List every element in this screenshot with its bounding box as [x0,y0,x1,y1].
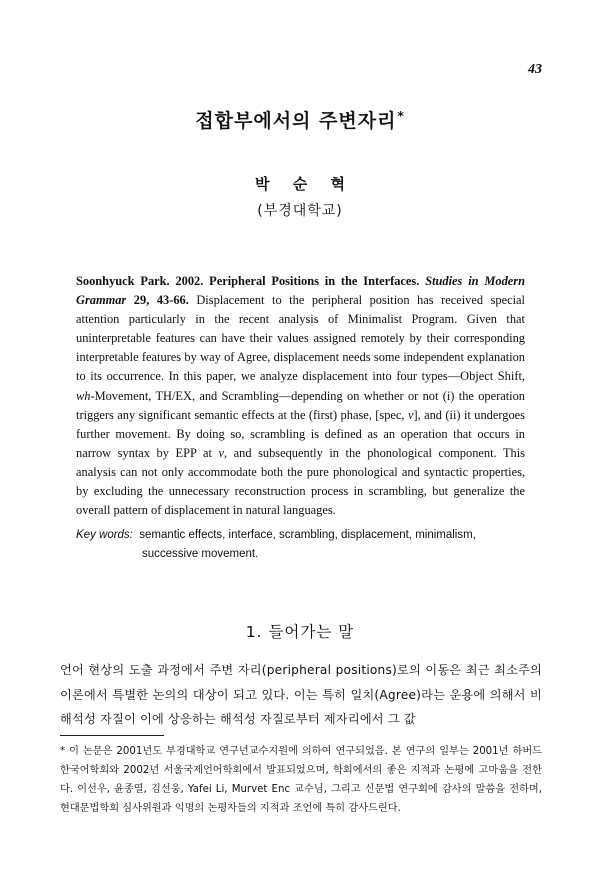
abstract-v-1: v [407,407,414,422]
abstract-text-4: , and subsequently in the phonological component. This analysis can not only accommodate both the pure phonological and syntactic properties, by excluding the unnecessary reconstruction process in scrambling, but generalize the overall pattern of displacement in natural languages. [76,445,525,518]
section-heading: 1. 들어가는 말 [245,623,355,641]
author-name: 박 순 혁 [255,175,345,193]
footnote-divider [60,735,164,736]
abstract-volume: 29, 43-66. [133,293,189,308]
paper-title [0,106,600,133]
title-footnote-mark: * [397,108,405,123]
footnote-mark: * [60,746,66,757]
abstract-wh: wh [76,388,91,403]
abstract-text-3: ], and (ii) it undergoes further movement. By doing so, scrambling is defined as an operation that occurs in narrow syntax by EPP at [76,407,525,460]
footnote-text: 이 논문은 2001년도 부경대학교 연구년교수지원에 의하여 연구되었음. 본 연구의 일부는 2001년 하버드 한국어학회와 2002년 서울국제언어학회에서 발표되었으며, 학회에서의 좋은 지적과 논평에 고마움을 전한다. 이선우, 윤종열, 김선웅, Yafei Li, Murvet Enc 교수님, 그리고 신문법 연구회에 감사의 말씀을 전하며, 현대문법학회 심사위원과 익명의 논평자들의 지적과 조언에 특히 감사드린다. [60,746,542,814]
abstract-v-2: v [218,445,224,460]
author-affiliation: (부경대학교) [257,203,343,219]
abstract-text-1: Displacement to the peripheral position has received special attention particularly in the recent analysis of Minimalist Program. Given that uninterpretable features can have their values assigned remotely by their corresponding interpretable features by way of Agree, displacement needs some independent explanation to its occurrence. In this paper, we analyze displacement into four types—Object Shift, [76,293,525,384]
abstract-citation: Soonhyuck Park. 2002. Peripheral Positions in the Interfaces. [76,274,420,288]
abstract-text-2: -Movement, TH/EX, and Scrambling—depending on whether or not (i) the operation triggers any significant semantic effects at the (first) phase, [spec, [76,388,525,422]
section-body: 언어 현상의 도출 과정에서 주변 자리(peripheral positions)로의 이동은 최근 최소주의 이론에서 특별한 논의의 대상이 되고 있다. 이는 특히 일치(Agree)라는 운용에 의해서 비해석성 자질이 이에 상응하는 해석성 자질로부터 제자리에서 그 값 [60,663,542,726]
keywords-line-2: successive movement. [142,548,259,560]
footnote [60,742,542,818]
keywords-label: Key words: [76,529,133,541]
paper-title-text: 접합부에서의 주변자리 [195,110,397,132]
page-number: 43 [528,62,542,77]
abstract-journal: Studies in Modern Grammar [76,274,525,308]
keywords-line-1: semantic effects, interface, scrambling, displacement, minimalism, [139,529,476,541]
abstract [76,272,525,520]
keywords [76,526,536,564]
